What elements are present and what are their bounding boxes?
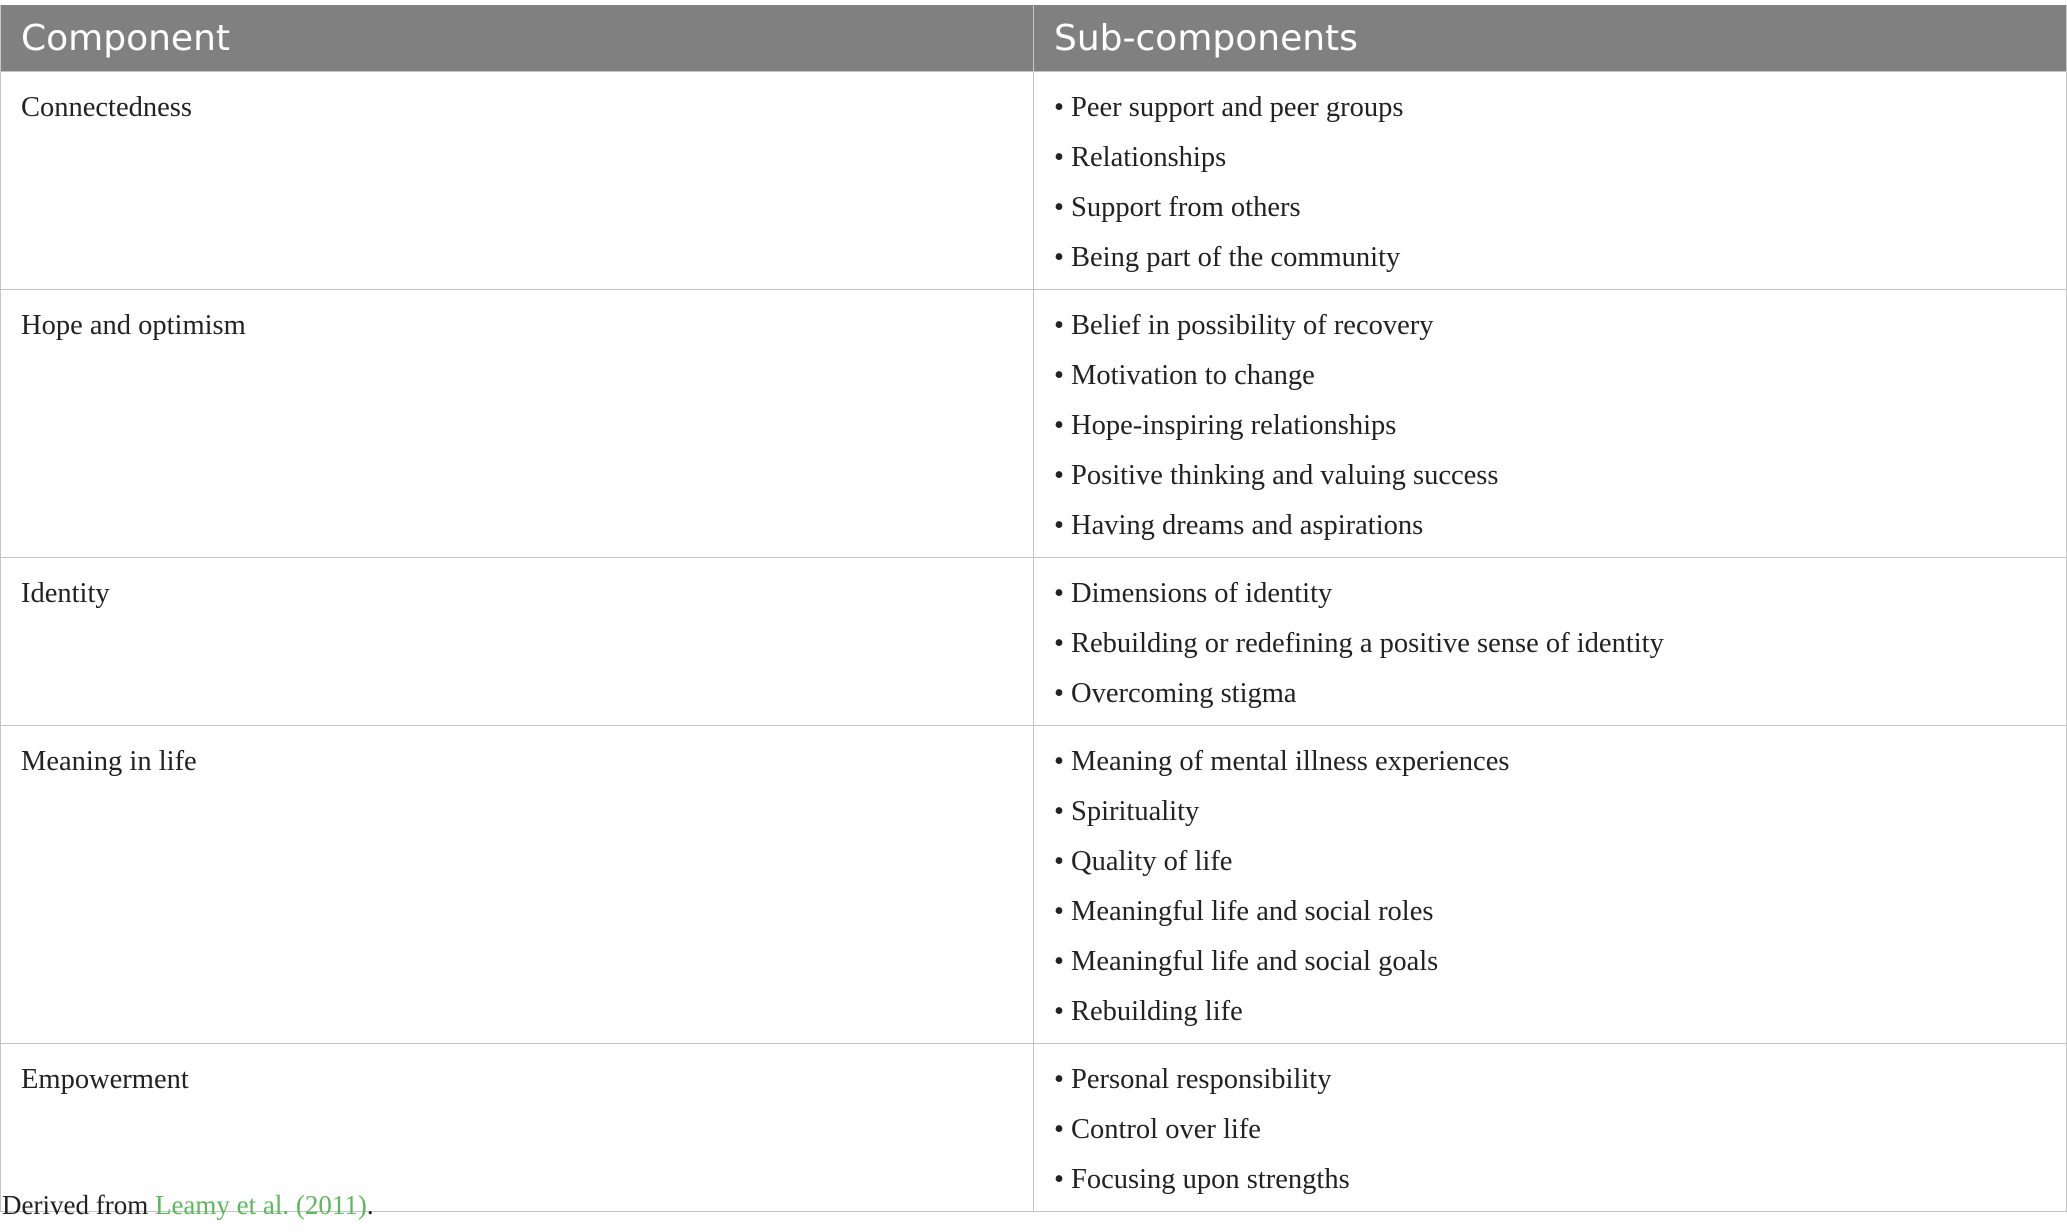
bullet-icon: • <box>1054 92 1064 123</box>
header-component: Component <box>1 5 1034 72</box>
bullet-icon: • <box>1054 142 1064 173</box>
bullet-icon: • <box>1054 310 1064 341</box>
bullet-icon: • <box>1054 192 1064 223</box>
subcomponent-item <box>1054 83 2066 133</box>
subcomponent-text: Meaning of mental illness experiences <box>1071 746 1510 777</box>
subcomponent-item <box>1054 401 2066 451</box>
bullet-icon: • <box>1054 796 1064 827</box>
subcomponents-cell <box>1034 558 2067 726</box>
subcomponent-item <box>1054 451 2066 501</box>
subcomponent-item <box>1054 133 2066 183</box>
bullet-icon: • <box>1054 896 1064 927</box>
subcomponent-item <box>1054 669 2066 719</box>
table-header <box>1 5 2067 72</box>
bullet-icon: • <box>1054 578 1064 609</box>
subcomponents-cell <box>1034 726 2067 1044</box>
header-subcomponents: Sub-components <box>1034 5 2067 72</box>
subcomponent-text: Dimensions of identity <box>1071 578 1333 609</box>
subcomponent-item <box>1054 569 2066 619</box>
subcomponent-item <box>1054 787 2066 837</box>
bullet-icon: • <box>1054 360 1064 391</box>
subcomponent-list <box>1054 301 2066 551</box>
subcomponent-item <box>1054 233 2066 283</box>
subcomponent-item <box>1054 1055 2066 1105</box>
subcomponent-text: Motivation to change <box>1071 360 1315 391</box>
subcomponent-text: Support from others <box>1071 192 1301 223</box>
footnote-prefix: Derived from <box>2 1190 155 1220</box>
bullet-icon: • <box>1054 1164 1064 1195</box>
bullet-icon: • <box>1054 410 1064 441</box>
subcomponent-text: Positive thinking and valuing success <box>1071 460 1499 491</box>
subcomponent-text: Quality of life <box>1071 846 1233 877</box>
table-footnote <box>2 1190 374 1221</box>
subcomponent-text: Rebuilding or redefining a positive sense of identity <box>1071 628 1664 659</box>
table-body <box>1 72 2067 1212</box>
bullet-icon: • <box>1054 460 1064 491</box>
bullet-icon: • <box>1054 1114 1064 1145</box>
component-cell: Empowerment <box>1 1044 1034 1212</box>
header-row <box>1 5 2067 72</box>
subcomponent-text: Spirituality <box>1071 796 1200 827</box>
subcomponent-text: Focusing upon strengths <box>1071 1164 1350 1195</box>
subcomponent-text: Belief in possibility of recovery <box>1071 310 1434 341</box>
subcomponent-text: Personal responsibility <box>1071 1064 1332 1095</box>
subcomponent-item <box>1054 1105 2066 1155</box>
subcomponent-text: Rebuilding life <box>1071 996 1243 1027</box>
subcomponent-text: Relationships <box>1071 142 1227 173</box>
component-cell: Meaning in life <box>1 726 1034 1044</box>
footnote-reference-link[interactable]: Leamy et al. (2011) <box>154 1190 367 1220</box>
footnote-suffix: . <box>366 1190 374 1220</box>
subcomponent-text: Control over life <box>1071 1114 1261 1145</box>
component-cell: Identity <box>1 558 1034 726</box>
subcomponents-cell <box>1034 72 2067 290</box>
component-cell: Hope and optimism <box>1 290 1034 558</box>
table-row <box>1 558 2067 726</box>
bullet-icon: • <box>1054 1064 1064 1095</box>
bullet-icon: • <box>1054 242 1064 273</box>
table-row <box>1 72 2067 290</box>
table-row <box>1 1044 2067 1212</box>
subcomponent-text: Meaningful life and social goals <box>1071 946 1439 977</box>
subcomponent-text: Peer support and peer groups <box>1071 92 1404 123</box>
subcomponent-text: Overcoming stigma <box>1071 678 1297 709</box>
table-row <box>1 290 2067 558</box>
subcomponent-item <box>1054 183 2066 233</box>
bullet-icon: • <box>1054 946 1064 977</box>
subcomponents-cell <box>1034 1044 2067 1212</box>
table-container <box>0 5 2067 1212</box>
subcomponent-item <box>1054 1155 2066 1205</box>
subcomponent-list <box>1054 569 2066 719</box>
subcomponent-item <box>1054 937 2066 987</box>
subcomponent-list <box>1054 83 2066 283</box>
subcomponent-item <box>1054 837 2066 887</box>
bullet-icon: • <box>1054 678 1064 709</box>
bullet-icon: • <box>1054 510 1064 541</box>
components-table <box>0 5 2067 1212</box>
subcomponent-text: Meaningful life and social roles <box>1071 896 1434 927</box>
bullet-icon: • <box>1054 746 1064 777</box>
bullet-icon: • <box>1054 996 1064 1027</box>
subcomponent-text: Being part of the community <box>1071 242 1401 273</box>
subcomponent-item <box>1054 987 2066 1037</box>
subcomponent-text: Hope-inspiring relationships <box>1071 410 1397 441</box>
table-row <box>1 726 2067 1044</box>
subcomponent-list <box>1054 737 2066 1037</box>
bullet-icon: • <box>1054 628 1064 659</box>
subcomponent-list <box>1054 1055 2066 1205</box>
subcomponent-item <box>1054 301 2066 351</box>
subcomponent-item <box>1054 501 2066 551</box>
subcomponent-item <box>1054 351 2066 401</box>
subcomponent-item <box>1054 737 2066 787</box>
component-cell: Connectedness <box>1 72 1034 290</box>
subcomponents-cell <box>1034 290 2067 558</box>
subcomponent-text: Having dreams and aspirations <box>1071 510 1424 541</box>
bullet-icon: • <box>1054 846 1064 877</box>
subcomponent-item <box>1054 887 2066 937</box>
subcomponent-item <box>1054 619 2066 669</box>
